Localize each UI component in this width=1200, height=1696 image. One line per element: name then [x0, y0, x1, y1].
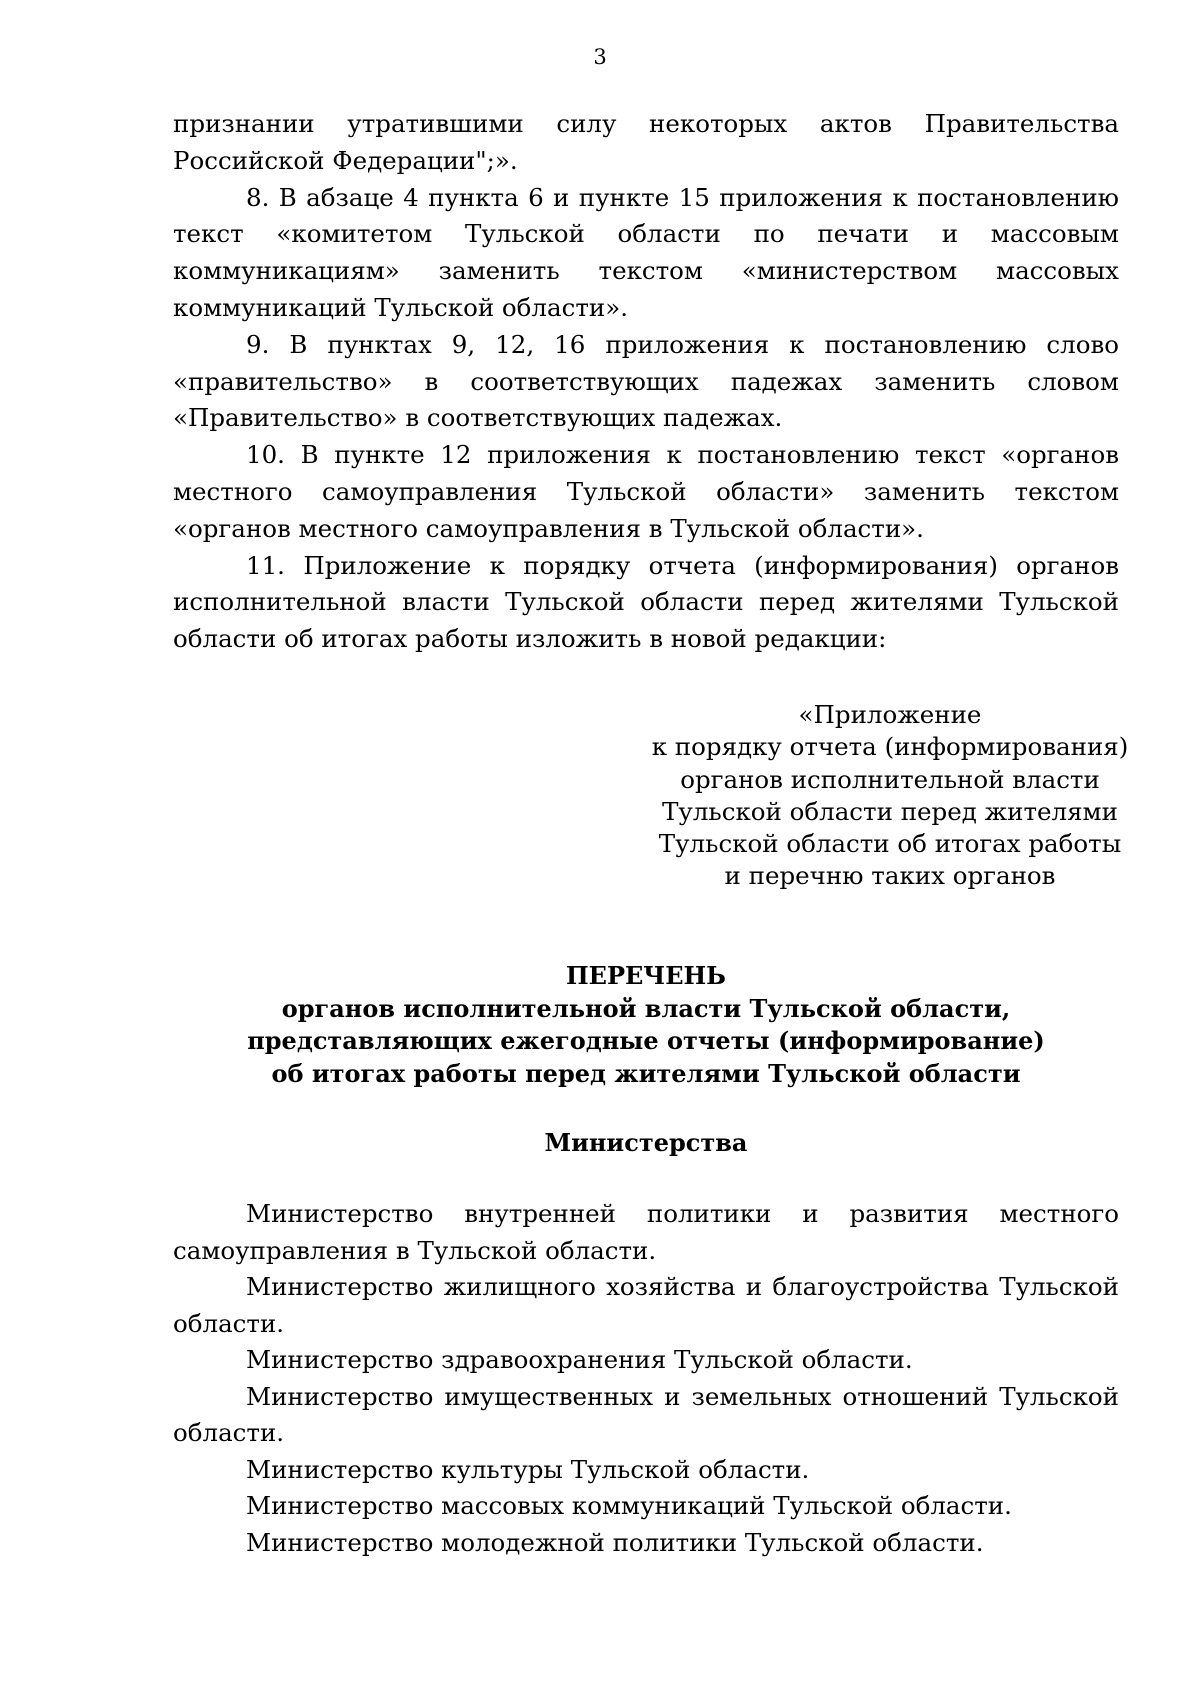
- paragraph-item-11: 11. Приложение к порядку отчета (информирования) органов исполнительной власти Тульской области перед жителями Тульской области об итогах работы изложить в новой редакции:: [173, 550, 1119, 654]
- ministry-item: Министерство внутренней политики и развития местного самоуправления в Тульской области.: [173, 1199, 1119, 1265]
- appendix-header: [640, 699, 1140, 893]
- appendix-line: к порядку отчета (информирования): [651, 732, 1129, 762]
- appendix-line: органов исполнительной власти: [680, 764, 1100, 794]
- list-title-subtitle-line: представляющих ежегодные отчеты (информирование): [247, 1026, 1045, 1055]
- paragraph-continuation: признании утратившими силу некоторых актов Правительства Российской Федерации";».: [173, 109, 1119, 175]
- paragraph-item-9: 9. В пунктах 9, 12, 16 приложения к постановлению слово «правительство» в соответствующих падежах заменить словом «Правительство» в соответствующих падежах.: [173, 329, 1119, 433]
- list-title-subtitle-line: об итогах работы перед жителями Тульской области: [271, 1058, 1021, 1088]
- appendix-line: Тульской области об итогах работы: [658, 829, 1122, 859]
- appendix-line: Тульской области перед жителями: [662, 796, 1118, 826]
- list-title: [173, 960, 1119, 1090]
- list-title-subtitle-line: органов исполнительной власти Тульской области,: [281, 993, 1011, 1023]
- document-body: [173, 106, 1119, 658]
- ministries-list: [173, 1196, 1119, 1561]
- section-heading: Министерства: [544, 1128, 748, 1157]
- ministry-item: Министерство молодежной политики Тульской области.: [246, 1527, 984, 1557]
- ministry-item: Министерство жилищного хозяйства и благоустройства Тульской области.: [173, 1272, 1119, 1338]
- appendix-line: «Приложение: [798, 700, 982, 729]
- paragraph-item-8: 8. В абзаце 4 пункта 6 и пункте 15 приложения к постановлению текст «комитетом Тульской области по печати и массовым коммуникациям» заменить текстом «министерством массовых коммуникаций Тульской области».: [173, 182, 1119, 322]
- ministry-item: Министерство массовых коммуникаций Тульской области.: [246, 1491, 1012, 1520]
- paragraph-item-10: 10. В пункте 12 приложения к постановлению текст «органов местного самоуправления Тульской области» заменить текстом «органов местного самоуправления в Тульской области».: [173, 440, 1119, 543]
- ministry-item: Министерство имущественных и земельных отношений Тульской области.: [173, 1381, 1119, 1447]
- ministry-item: Министерство здравоохранения Тульской области.: [246, 1345, 913, 1374]
- page-number: 3: [593, 45, 607, 69]
- appendix-line: и перечню таких органов: [724, 861, 1056, 891]
- list-title-heading: ПЕРЕЧЕНЬ: [566, 961, 726, 990]
- ministry-item: Министерство культуры Тульской области.: [246, 1454, 810, 1484]
